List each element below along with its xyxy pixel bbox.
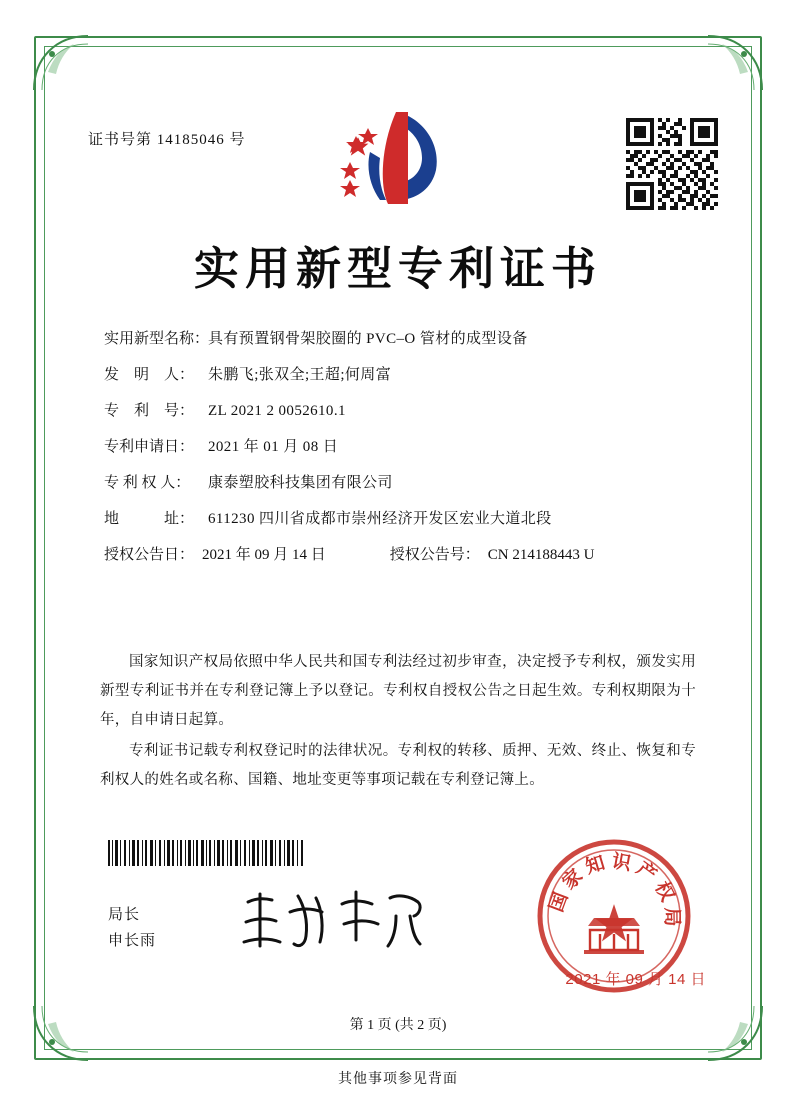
field-value: 611230 四川省成都市崇州经济开发区宏业大道北段 [208, 511, 552, 527]
page-number: 第 1 页 (共 2 页) [349, 1018, 447, 1033]
field-label: 实用新型名称： [104, 331, 210, 347]
barcode [108, 840, 306, 866]
certificate-number: 证书号第 14185046 号 [88, 132, 246, 148]
field-value: ZL 2021 2 0052610.1 [208, 403, 346, 419]
field-inventors [104, 368, 692, 383]
field-value: 2021 年 01 月 08 日 [208, 439, 339, 455]
signature-title: 局长 [108, 907, 141, 923]
field-label: 发 明 人： [104, 367, 195, 383]
field-label: 地 址： [104, 511, 195, 527]
field-utility-model-name [104, 332, 692, 347]
field-patent-number [104, 404, 692, 419]
paragraph-1: 国家知识产权局依照中华人民共和国专利法经过初步审查，决定授予专利权，颁发实用新型专利证书并在专利登记簿上予以登记。专利权自授权公告之日起生效。专利权期限为十年，自申请日起算。 [100, 654, 696, 728]
page-title: 实用新型专利证书 [193, 242, 602, 295]
signature-name: 申长雨 [108, 933, 157, 949]
field-value: 具有预置钢骨架胶圈的 PVC–O 管材的成型设备 [208, 331, 528, 347]
field-value: CN 214188443 U [487, 547, 595, 563]
field-address [104, 512, 692, 527]
field-list [104, 332, 692, 584]
field-value: 2021 年 09 月 14 日 [202, 547, 326, 563]
field-grant-date [104, 548, 326, 563]
cnipa-logo-icon [336, 108, 460, 208]
field-grant-number [390, 548, 595, 563]
field-grant-row [104, 548, 692, 563]
field-label: 专 利 号： [104, 403, 195, 419]
field-patentee [104, 476, 692, 491]
signature-block [108, 902, 156, 954]
field-value: 康泰塑胶科技集团有限公司 [208, 475, 393, 491]
field-label: 授权公告日： [104, 547, 195, 563]
qr-code [626, 118, 718, 210]
handwritten-signature-icon [238, 884, 428, 956]
footnote: 其他事项参见背面 [338, 1072, 458, 1087]
field-label: 专利申请日： [104, 439, 195, 455]
field-label: 授权公告号： [389, 547, 480, 563]
svg-text:国家知识产权局: 国家知识产权局 [545, 849, 684, 932]
field-value: 朱鹏飞;张双全;王超;何周富 [208, 367, 392, 383]
field-application-date [104, 440, 692, 455]
field-label: 专 利 权 人： [104, 475, 191, 491]
paragraph-2: 专利证书记载专利权登记时的法律状况。专利权的转移、质押、无效、终止、恢复和专利权人的姓名或名称、国籍、地址变更等事项记载在专利登记簿上。 [100, 743, 696, 788]
body-paragraphs [100, 648, 696, 797]
seal-date: 2021 年 09 月 14 日 [565, 971, 706, 988]
